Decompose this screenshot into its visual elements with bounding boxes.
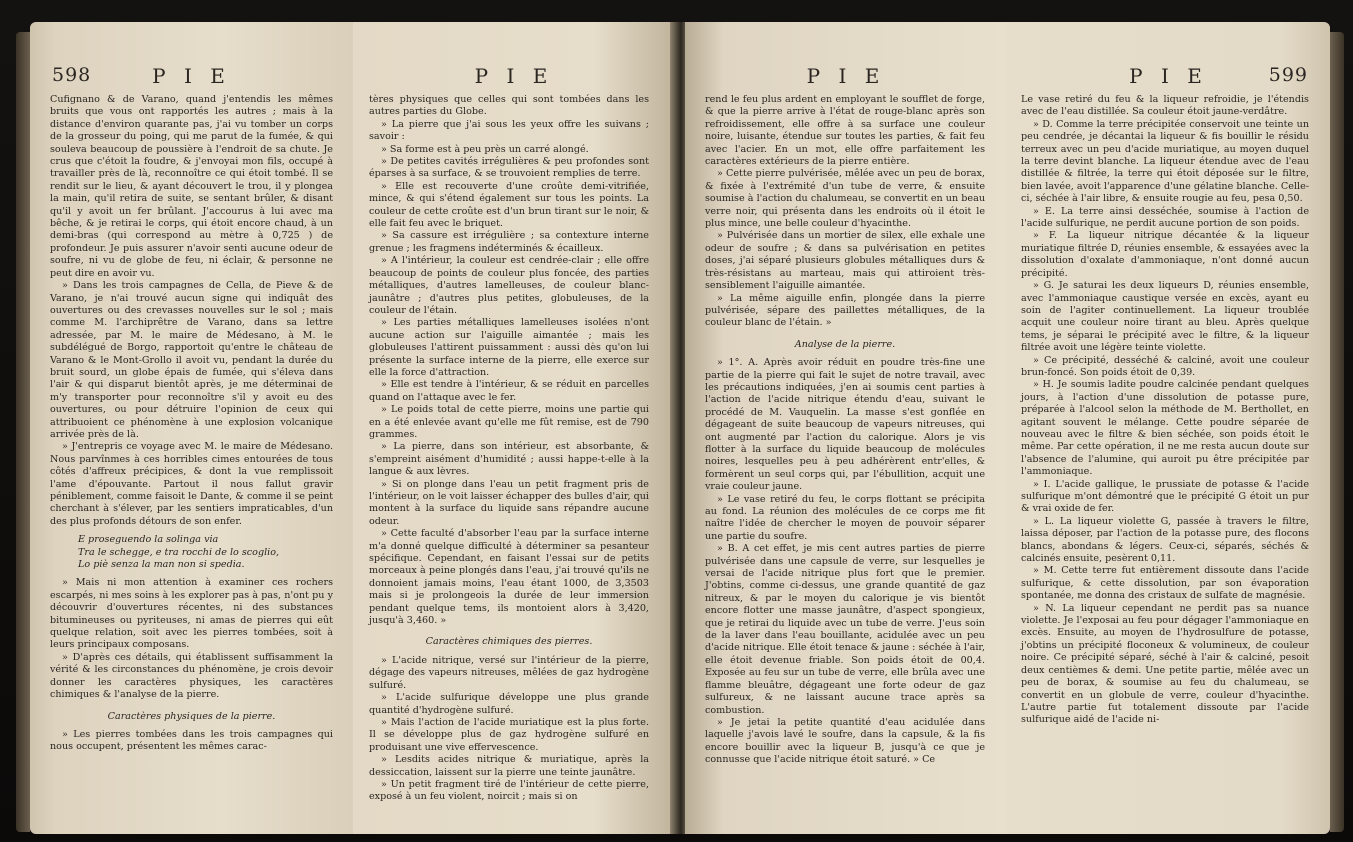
paragraph: » 1°. A. Après avoir réduit en poudre très-fine une partie de la pierre qui fait le sujet de notre travail, avec les précautions indiquées, j'en ai soumis cent parties à l'action de l'acide nitrique étendu d'eau, suivant le procédé de M. Vauquelin. La masse s'est gonflée en dégageant de suite beaucoup de vapeurs nitreuses, qui ont augmenté par l'action du calorique. Alors je vis flotter à la surface du liquide beaucoup de molécules noires, lesquelles peu à peu adhérèrent entr'elles, & formèrent un seul corps qui, par l'ébullition, acquit une vraie couleur jaune. (705, 357, 985, 493)
paragraph: » Elle est tendre à l'intérieur, & se réduit en parcelles quand on l'attaque avec le fer. (369, 379, 649, 403)
text-column (369, 94, 649, 804)
paragraph: » A l'intérieur, la couleur est cendrée-clair ; elle offre beaucoup de points de couleur plus foncée, des parties métalliques, d'autres lamelleuses, de couleur blanc-jaunâtre ; d'autres plus petites, globuleuses, de la couleur de l'étain. (369, 255, 649, 316)
paragraph: » I. L'acide gallique, le prussiate de potasse & l'acide sulfurique m'ont démontré que le précipité G étoit un pur & vrai oxide de fer. (1021, 478, 1309, 515)
paragraph: » L'acide nitrique, versé sur l'intérieur de la pierre, dégage des vapeurs nitreuses, mêlées de gaz hydrogène sulfuré. (369, 654, 649, 691)
page-header (1007, 64, 1330, 94)
paragraph: » M. Cette terre fut entièrement dissoute dans l'acide sulfurique, & cette dissolution, par son évaporation spontanée, me donna des cristaux de sulfate de magnésie. (1021, 565, 1309, 602)
paragraph: Cufignano & de Varano, quand j'entendis les mêmes bruits que vous ont rapportés les autres ; mais à la distance d'environ quarante pas, j'ai vu tomber un corps de la grosseur du poing, qui me parut de la fumée, & qui souleva beaucoup de poussière à l'endroit de sa chute. Je crus que c'étoit la foudre, & j'envoyai mon fils, occupé à travailler près de là, reconnoître ce qui étoit tombé. Il se rendit sur le lieu, & ayant découvert le trou, il y plongea la main, qu'il retira de suite, se sentant brûler, & disant qu'il y avoit un fer brûlant. J'accourus à lui avec ma bêche, & je retirai le corps, qui étoit encore chaud, à un demi-bras (qui correspond au mètre à 0,725 ) de profondeur. Je puis assurer n'avoir senti aucune odeur de soufre, ni vu de globe de feu, ni éclair, & personne ne peut dire en avoir vu. (50, 94, 333, 279)
section-title: Caractères physiques de la pierre. (107, 710, 276, 722)
page-number: 598 (52, 64, 92, 86)
paragraph: rend le feu plus ardent en employant le soufflet de forge, & que la pierre arrive à l'état de rouge-blanc après son refroidissement, elle offre à sa surface une couleur noire, luisante, étendue sur toutes les parties, & fait feu avec l'acier. En un mot, elle offre parfaitement les caractères extérieurs de la pierre entière. (705, 94, 985, 168)
paragraph: » Un petit fragment tiré de l'intérieur de cette pierre, exposé à un feu violent, noircit ; mais si on (369, 778, 649, 803)
paragraph: » La pierre que j'ai sous les yeux offre les suivans ; savoir : (369, 118, 649, 143)
running-head: P I E (474, 64, 554, 88)
paragraph: » Le poids total de cette pierre, moins une partie qui en a été enlevée avant qu'elle me fût remise, est de 790 grammes. (369, 404, 649, 440)
text-column (50, 94, 333, 754)
left-book-edge (16, 32, 30, 832)
paragraph: » Ce précipité, desséché & calciné, avoit une couleur brun-foncé. Son poids étoit de 0,39. (1021, 354, 1309, 378)
paragraph: » L'acide sulfurique développe une plus grande quantité d'hydrogène sulfuré. (369, 692, 649, 716)
verse-quote (50, 534, 333, 571)
running-head: P I E (1129, 64, 1208, 88)
paragraph: » N. La liqueur cependant ne perdit pas sa nuance violette. Je l'exposai au feu pour dégager l'ammoniaque en excès. Ensuite, au moyen de l'hydrosulfure de potasse, j'obtins un précipité floconeux & volumineux, de couleur noire. Ce précipité séparé, séché à l'air & calciné, pesoit deux centièmes & demi. Une petite partie, mêlée avec un peu de borax, & soumise au feu du chalumeau, se convertit en un globule de verre, couleur d'hyacinthe. L'autre partie fut totalement dissoute par l'acide sulfurique aidé de l'acide ni- (1021, 602, 1309, 726)
paragraph: » Dans les trois campagnes de Cella, de Pieve & de Varano, je n'ai trouvé aucun signe qui indiquât des ouvertures ou des crevasses nouvelles sur le sol ; mais comme M. l'archiprêtre de Varano, dans sa lettre adressée, par M. le maire de Médesano, à M. le subdélégué de Borgo, rapportoit qu'entre le château de Varano & le Mont-Grollo il avoit vu, pendant la durée du bruit sourd, un globe épais de fumée, qui s'éleva dans l'air & qui disparut bientôt après, je me déterminai de m'y transporter pour reconnoître s'il y avoit eu des ouvertures, ou pour détruire l'opinion de ceux qui attribuoient ce phénomène à une explosion volcanique arrivée près de là. (50, 280, 333, 440)
page-header (685, 64, 1007, 94)
page-598-right-column (353, 22, 675, 834)
paragraph: » Lesdits acides nitrique & muriatique, après la dessiccation, laissent sur la pierre une teinte jaunâtre. (369, 754, 649, 778)
paragraph: » Je jetai la petite quantité d'eau acidulée dans laquelle j'avois lavé le soufre, dans la capsule, & la fis encore bouillir avec la liqueur B, jusqu'à ce que je connusse que l'acide nitrique étoit saturé. » Ce (705, 716, 985, 766)
running-head: P I E (806, 64, 886, 88)
page-598-left-column (30, 22, 353, 834)
paragraph: » E. La terre ainsi desséchée, soumise à l'action de l'acide sulfurique, ne perdit aucune portion de son poids. (1021, 205, 1309, 230)
right-book-edge (1330, 32, 1344, 832)
paragraph: » Cette faculté d'absorber l'eau par la surface interne m'a donné quelque difficulté à déterminer sa pesanteur spécifique. Cependant, en faisant l'essai sur de petits morceaux à peine plongés dans l'eau, j'ai trouvé qu'ils ne donnoient jamais moins, l'eau étant 1000, de 3,3503 mais si je prolongeois la durée de leur immersion pendant quelque tems, ils montoient alors à 3,420, jusqu'à 3,460. » (369, 528, 649, 627)
paragraph: » Si on plonge dans l'eau un petit fragment pris de l'intérieur, on le voit laisser échapper des bulles d'air, qui montent à la surface du liquide sans répandre aucune odeur. (369, 478, 649, 527)
page-header (30, 64, 353, 94)
page-599-left-column (685, 22, 1007, 834)
paragraph: » D. Comme la terre précipitée conservoit une teinte un peu cendrée, je décantai la liqueur & fis bouillir le résidu terreux avec un peu d'acide muriatique, au moyen duquel la terre devint blanche. La liqueur étendue avec de l'eau distillée & filtrée, la terre qui étoit déposée sur le filtre, bien lavée, avoit l'apparence d'une gélatine blanche. Celle-ci, séchée à l'air libre, & ensuite rougie au feu, pesa 0,50. (1021, 118, 1309, 205)
section-title: Analyse de la pierre. (794, 338, 896, 350)
running-head: P I E (152, 64, 231, 88)
paragraph: » Cette pierre pulvérisée, mêlée avec un peu de borax, & fixée à l'extrémité d'un tube de verre, & ensuite soumise à l'action du chalumeau, se convertit en un beau verre noir, qui présenta dans les endroits où il étoit le plus mince, une belle couleur d'hyacinthe. (705, 168, 985, 230)
paragraph: » L. La liqueur violette G, passée à travers le filtre, laissa déposer, par l'action de la potasse pure, des flocons blancs, abondans & légers. Ceux-ci, séparés, séchés & calcinés ensuite, pesèrent 0,11. (1021, 515, 1309, 565)
paragraph: » Pulvérisée dans un mortier de silex, elle exhale une odeur de soufre ; & dans sa pulvérisation en petites doses, j'ai séparé plusieurs globules métalliques durs & très-résistans au marteau, mais qui attiroient très-sensiblement l'aiguille aimantée. (705, 230, 985, 292)
open-book (30, 22, 1330, 834)
paragraph: » De petites cavités irrégulières & peu profondes sont éparses à sa surface, & se trouvoient remplies de terre. (369, 156, 649, 180)
paragraph: tères physiques que celles qui sont tombées dans les autres parties du Globe. (369, 94, 649, 118)
paragraph: » G. Je saturai les deux liqueurs D, réunies ensemble, avec l'ammoniaque caustique versée en excès, ayant eu soin de l'agiter continuellement. La liqueur troublée acquit une couleur noire tirant au bleu. Après quelque tems, je séparai le précipité avec le filtre, & la liqueur filtrée avoit une légère teinte violette. (1021, 280, 1309, 354)
verse-line: E proseguendo la solinga via (78, 534, 219, 546)
paragraph: » Mais l'action de l'acide muriatique est la plus forte. Il se développe plus de gaz hydrogène sulfuré en produisant une vive effervescence. (369, 716, 649, 753)
paragraph: » Les pierres tombées dans les trois campagnes qui nous occupent, présentent les mêmes carac- (50, 728, 333, 753)
paragraph: » Elle est recouverte d'une croûte demi-vitrifiée, mince, & qui s'étend également sur tous les points. La couleur de cette croûte est d'un brun tirant sur le noir, & elle fait feu avec le briquet. (369, 180, 649, 230)
paragraph: » Le vase retiré du feu, le corps flottant se précipita au fond. La réunion des molécules de ce corps me fit naître l'idée de chercher le moyen de pouvoir séparer une partie du soufre. (705, 493, 985, 542)
page-header (353, 64, 675, 94)
paragraph: » F. La liqueur nitrique décantée & la liqueur muriatique filtrée D, réunies ensemble, & essayées avec la dissolution d'oxalate d'ammoniaque, n'ont donné aucun précipité. (1021, 230, 1309, 279)
paragraph: » D'après ces détails, qui établissent suffisamment la vérité & les circonstances du phénomène, je crois devoir donner les caractères physiques, les caractères chimiques & l'analyse de la pierre. (50, 651, 333, 701)
paragraph: » J'entrepris ce voyage avec M. le maire de Médesano. Nous parvînmes à ces horribles cimes entourées de tous côtés d'affreux précipices, & dont la vue remplissoit l'ame d'épouvante. Partout il nous fallut gravir péniblement, comme faisoit le Dante, & comme il se peint cherchant à s'élever, par les sentiers impraticables, d'un des plus profonds détours de son enfer. (50, 441, 333, 527)
paragraph: » Sa forme est à peu près un carré alongé. (381, 143, 589, 155)
page-number: 599 (1268, 64, 1308, 86)
paragraph: » La pierre, dans son intérieur, est absorbante, & s'empreint aisément d'humidité ; aussi happe-t-elle à la langue & aux lèvres. (369, 441, 649, 478)
text-column (1021, 94, 1309, 727)
paragraph: » B. A cet effet, je mis cent autres parties de pierre pulvérisée dans une capsule de verre, sur lesquelles je versai de l'acide nitrique plus fort que le premier. J'obtins, comme ci-dessus, une grande quantité de gaz nitreux, & par le moyen du calorique je vis bientôt encore flotter une masse jaunâtre, d'aspect spongieux, que je retirai du liquide avec un tube de verre. J'eus soin de la laver dans l'eau bouillante, acidulée avec un peu d'acide nitrique. Elle étoit tenace & jaune : séchée à l'air, elle étoit devenue friable. Son poids étoit de 00,4. Exposée au feu sur un tube de verre, elle brûla avec une flamme bleuâtre, dégageant une forte odeur de gaz sulfureux, & ne laissant aucune trace après sa combustion. (705, 543, 985, 716)
verse-line: Tra le schegge, e tra rocchi de lo scoglio, (78, 546, 280, 558)
paragraph: Le vase retiré du feu & la liqueur refroidie, je l'étendis avec de l'eau distillée. Sa couleur étoit jaune-verdâtre. (1021, 94, 1309, 118)
verse-line: Lo piè senza la man non si spedia. (78, 559, 245, 571)
paragraph: » La même aiguille enfin, plongée dans la pierre pulvérisée, sépare des paillettes métalliques, de la couleur blanc de l'étain. » (705, 292, 985, 329)
page-599-right-column (1007, 22, 1330, 834)
paragraph: » Les parties métalliques lamelleuses isolées n'ont aucune action sur l'aiguille aimantée ; mais les globuleuses l'attirent puissamment : aussi dès qu'on lui présente la surface interne de la pierre, elle exerce sur elle la force d'attraction. (369, 317, 649, 378)
paragraph: » H. Je soumis ladite poudre calcinée pendant quelques jours, à l'action d'une dissolution de potasse pure, préparée à l'alcool selon la méthode de M. Berthollet, en agitant souvent le mélange. Cette poudre séparée de nouveau avec le filtre & bien séchée, son poids étoit le même. Par cette opération, il ne me resta aucun doute sur l'absence de l'alumine, qui auroit pu être précipitée par l'ammoniaque. (1021, 379, 1309, 478)
paragraph: » Mais ni mon attention à examiner ces rochers escarpés, ni mes soins à les explorer pas à pas, n'ont pu y découvrir d'ouvertures récentes, ni des substances bitumineuses ou pyriteuses, ni amas de pierres qui eût quelque relation, soit avec les pierres tombées, soit à leurs principaux composans. (50, 577, 333, 651)
section-title: Caractères chimiques des pierres. (425, 636, 593, 648)
text-column (705, 94, 985, 767)
paragraph: » Sa cassure est irrégulière ; sa contexture interne grenue ; les fragmens indéterminés & écailleux. (369, 230, 649, 254)
